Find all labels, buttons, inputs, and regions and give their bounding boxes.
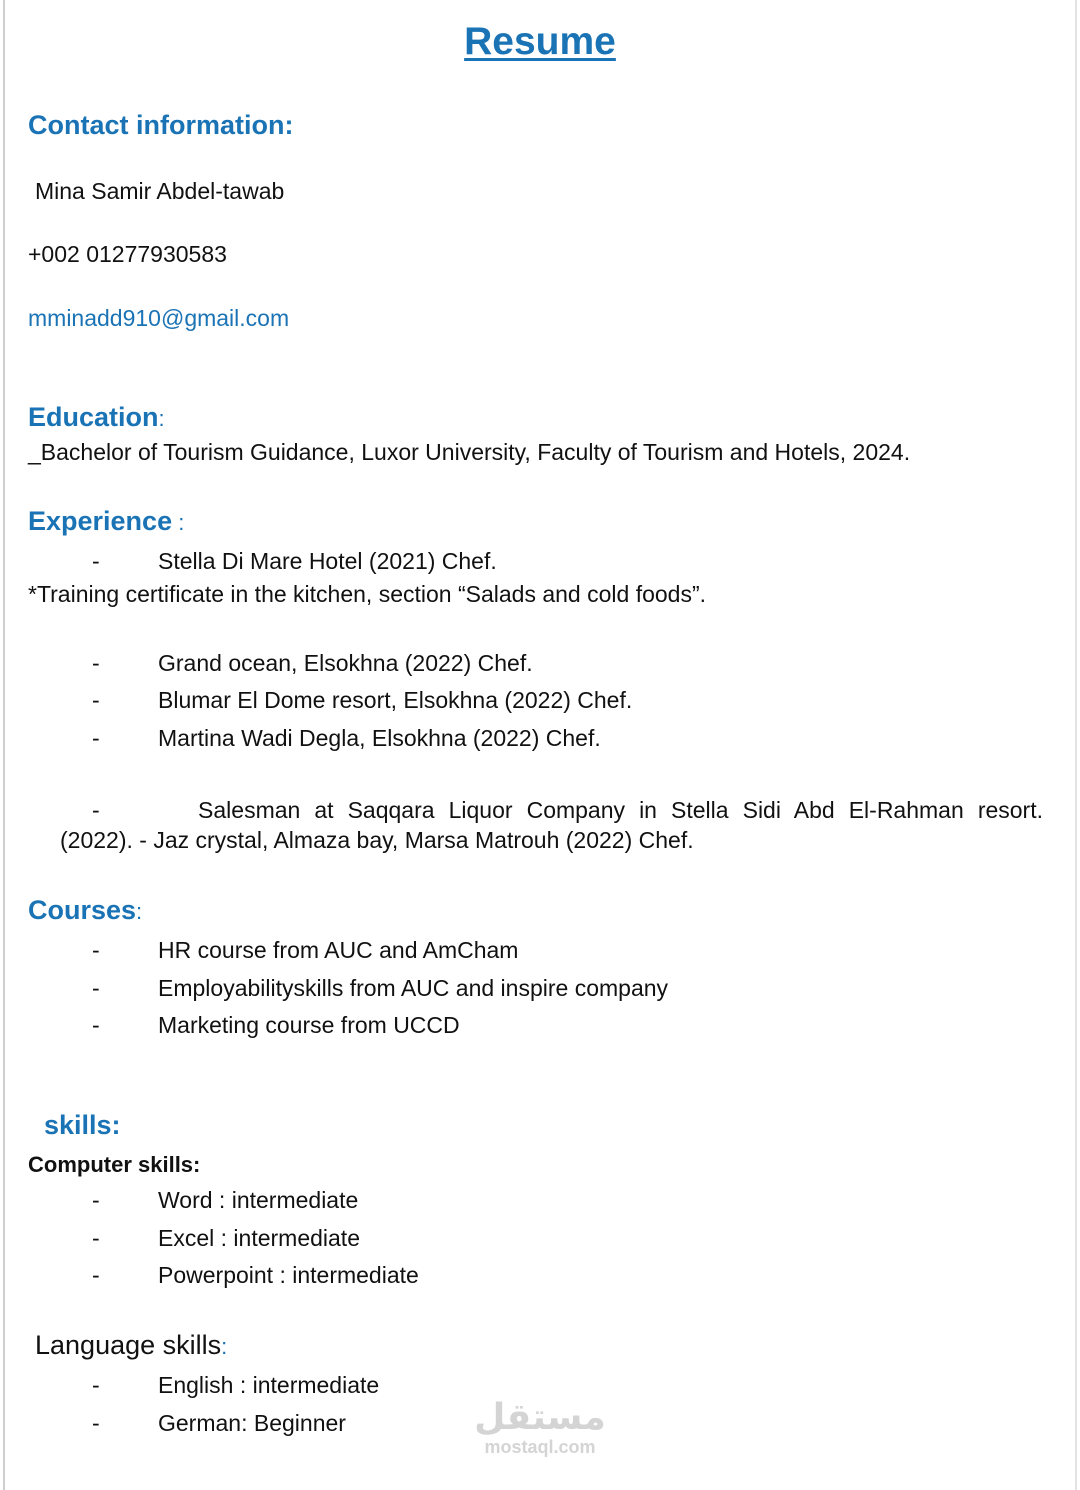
page-border-left — [3, 0, 5, 1490]
watermark-arabic: مستقل — [474, 1397, 606, 1438]
contact-name: Mina Samir Abdel-tawab — [35, 178, 285, 204]
contact-phone: +002 01277930583 — [28, 241, 227, 267]
education-heading — [28, 402, 165, 433]
bullet-dash: - — [92, 1012, 100, 1038]
bullet-dash: - — [92, 548, 100, 574]
education-line: _Bachelor of Tourism Guidance, Luxor University, Faculty of Tourism and Hotels, 2024. — [28, 439, 911, 465]
mostaql-watermark — [470, 1398, 610, 1456]
skills-heading: skills: — [44, 1110, 121, 1140]
experience-heading — [28, 506, 184, 537]
experience-item-5-line1: Salesman at Saqqara Liquor Company in Stella Sidi Abd El-Rahman resort. — [198, 797, 1043, 823]
education-heading-colon: : — [158, 406, 165, 431]
computer-skill-text: Powerpoint : intermediate — [158, 1262, 419, 1288]
language-skills-heading-text: Language skills — [35, 1330, 222, 1360]
experience-heading-text: Experience — [28, 506, 173, 536]
bullet-dash: - — [92, 1372, 100, 1398]
page-border-right — [1075, 0, 1077, 1490]
computer-skill-text: Word : intermediate — [158, 1187, 359, 1213]
language-skill-text: German: Beginner — [158, 1410, 346, 1436]
experience-item-text: Martina Wadi Degla, Elsokhna (2022) Chef. — [158, 725, 601, 751]
courses-heading-text: Courses — [28, 895, 137, 925]
courses-heading — [28, 895, 142, 926]
contact-heading: Contact information: — [28, 110, 294, 140]
bullet-dash: - — [92, 1410, 100, 1436]
experience-item-5-line2: (2022). - Jaz crystal, Almaza bay, Marsa Matrouh (2022) Chef. — [60, 827, 694, 853]
language-skills-heading — [35, 1330, 227, 1361]
experience-item-text: Grand ocean, Elsokhna (2022) Chef. — [158, 650, 533, 676]
bullet-dash: - — [92, 797, 100, 823]
computer-skills-heading: Computer skills: — [28, 1152, 201, 1177]
watermark-latin: mostaql.com — [484, 1437, 596, 1457]
bullet-dash: - — [92, 725, 100, 751]
language-skill-text: English : intermediate — [158, 1372, 380, 1398]
experience-heading-colon: : — [172, 510, 185, 535]
course-item-text: Marketing course from UCCD — [158, 1012, 460, 1038]
page-title: Resume — [464, 20, 616, 63]
bullet-dash: - — [92, 1262, 100, 1288]
courses-heading-colon: : — [136, 899, 143, 924]
computer-skill-text: Excel : intermediate — [158, 1225, 360, 1251]
education-heading-text: Education — [28, 402, 159, 432]
experience-training-note: *Training certificate in the kitchen, section “Salads and cold foods”. — [28, 581, 707, 607]
bullet-dash: - — [92, 687, 100, 713]
bullet-dash: - — [92, 937, 100, 963]
course-item-text: HR course from AUC and AmCham — [158, 937, 519, 963]
course-item-text: Employabilityskills from AUC and inspire company — [158, 975, 669, 1001]
experience-item-text: Stella Di Mare Hotel (2021) Chef. — [158, 548, 497, 574]
contact-email-link[interactable]: mminadd910@gmail.com — [28, 305, 290, 331]
language-skills-heading-colon: : — [221, 1334, 228, 1359]
experience-item-5 — [92, 794, 1043, 827]
experience-item-text: Blumar El Dome resort, Elsokhna (2022) Chef. — [158, 687, 633, 713]
bullet-dash: - — [92, 1225, 100, 1251]
bullet-dash: - — [92, 975, 100, 1001]
bullet-dash: - — [92, 650, 100, 676]
bullet-dash: - — [92, 1187, 100, 1213]
